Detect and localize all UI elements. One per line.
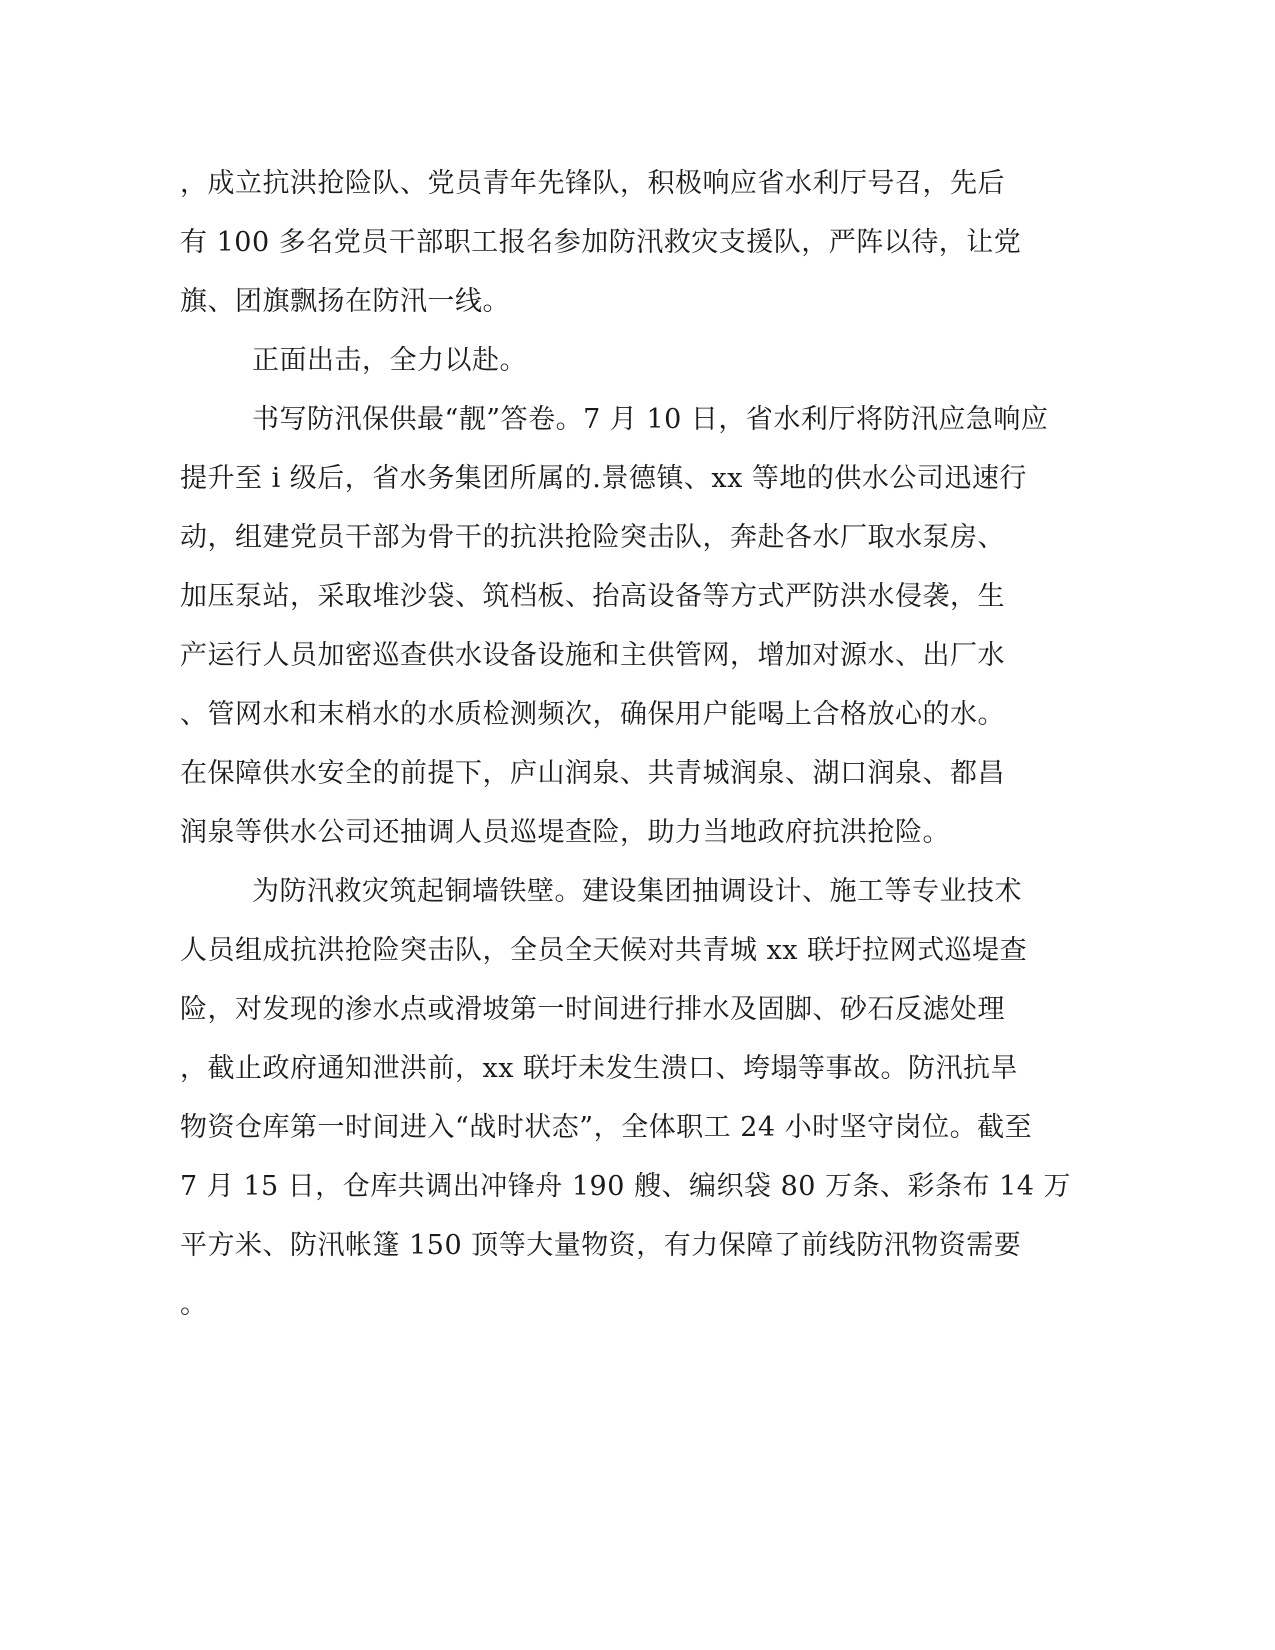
paragraph-start: 书写防汛保供最“靓”答卷。7 月 10 日，省水利厅将防汛应急响应: [252, 404, 1049, 435]
text-line: 在保障供水安全的前提下，庐山润泉、共青城润泉、湖口润泉、都昌: [180, 758, 1005, 789]
text-line: 。: [180, 1289, 208, 1320]
text-line: 产运行人员加密巡查供水设备设施和主供管网，增加对源水、出厂水: [180, 640, 1005, 671]
text-line: 提升至 i 级后，省水务集团所属的.景德镇、xx 等地的供水公司迅速行: [180, 463, 1027, 494]
paragraph-start: 为防汛救灾筑起铜墙铁壁。建设集团抽调设计、施工等专业技术: [252, 876, 1022, 907]
text-line: 动，组建党员干部为骨干的抗洪抢险突击队，奔赴各水厂取水泵房、: [180, 522, 1005, 553]
text-line: 人员组成抗洪抢险突击队，全员全天候对共青城 xx 联圩拉网式巡堤查: [180, 935, 1028, 966]
text-line: ，截止政府通知泄洪前，xx 联圩未发生溃口、垮塌等事故。防汛抗旱: [180, 1053, 1019, 1084]
body-text: [180, 154, 1072, 1334]
text-line: 7 月 15 日，仓库共调出冲锋舟 190 艘、编织袋 80 万条、彩条布 14 万: [180, 1171, 1072, 1202]
text-line: 润泉等供水公司还抽调人员巡堤查险，助力当地政府抗洪抢险。: [180, 817, 950, 848]
text-line: 旗、团旗飘扬在防汛一线。: [180, 286, 510, 317]
text-line: 有 100 多名党员干部职工报名参加防汛救灾支援队，严阵以待，让党: [180, 227, 1022, 258]
text-line: 、管网水和末梢水的水质检测频次，确保用户能喝上合格放心的水。: [180, 699, 1005, 730]
text-line: 平方米、防汛帐篷 150 顶等大量物资，有力保障了前线防汛物资需要: [180, 1230, 1022, 1261]
text-line: ，成立抗洪抢险队、党员青年先锋队，积极响应省水利厅号召，先后: [180, 168, 1005, 199]
text-line: 加压泵站，采取堆沙袋、筑档板、抬高设备等方式严防洪水侵袭，生: [180, 581, 1005, 612]
text-line: 险，对发现的渗水点或滑坡第一时间进行排水及固脚、砂石反滤处理: [180, 994, 1005, 1025]
section-heading: 正面出击，全力以赴。: [252, 345, 527, 376]
text-line: 物资仓库第一时间进入“战时状态”，全体职工 24 小时坚守岗位。截至: [180, 1112, 1033, 1143]
